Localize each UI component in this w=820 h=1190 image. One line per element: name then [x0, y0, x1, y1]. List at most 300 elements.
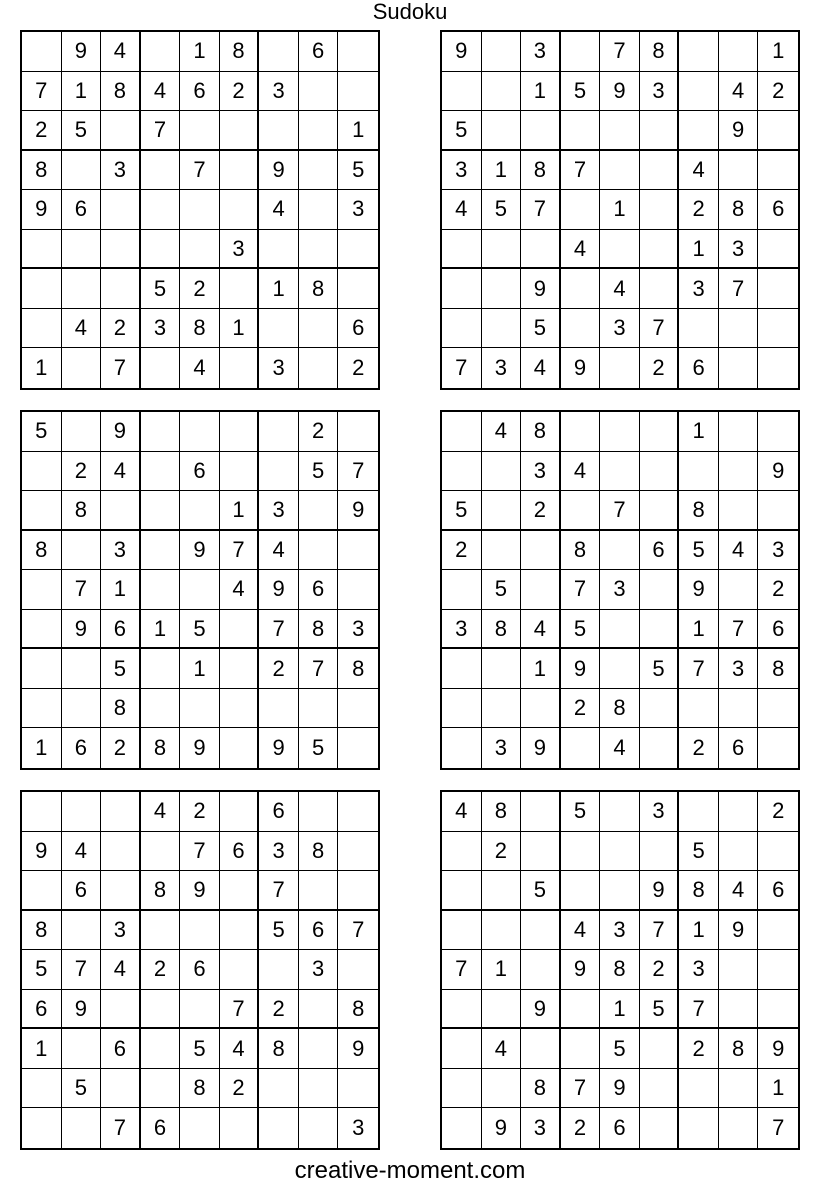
sudoku-cell: 7: [442, 950, 482, 990]
sudoku-cell: [141, 531, 181, 571]
sudoku-cell: 7: [180, 151, 220, 191]
sudoku-cell: 8: [22, 911, 62, 951]
sudoku-cell: [600, 111, 640, 151]
sudoku-cell: 7: [561, 1069, 601, 1109]
sudoku-cell: 3: [338, 610, 378, 650]
sudoku-cell: 5: [180, 1029, 220, 1069]
sudoku-cell: 5: [62, 1069, 102, 1109]
sudoku-cell: 9: [679, 570, 719, 610]
sudoku-cell: [442, 412, 482, 452]
sudoku-cell: [220, 649, 260, 689]
sudoku-cell: 9: [640, 871, 680, 911]
sudoku-cell: 6: [62, 728, 102, 768]
sudoku-cell: 3: [482, 348, 522, 388]
sudoku-cell: [259, 950, 299, 990]
sudoku-cell: 8: [101, 689, 141, 729]
sudoku-cell: [758, 689, 798, 729]
sudoku-cell: 6: [22, 990, 62, 1030]
sudoku-cell: [62, 230, 102, 270]
sudoku-cell: 2: [259, 649, 299, 689]
sudoku-cell: 4: [679, 151, 719, 191]
sudoku-cell: [101, 1069, 141, 1109]
sudoku-cell: [338, 230, 378, 270]
sudoku-cell: 6: [600, 1108, 640, 1148]
sudoku-cell: [521, 792, 561, 832]
sudoku-cell: 2: [180, 792, 220, 832]
sudoku-cell: 9: [600, 72, 640, 112]
sudoku-cell: [600, 832, 640, 872]
sudoku-cell: 8: [220, 32, 260, 72]
sudoku-cell: 5: [141, 269, 181, 309]
sudoku-cell: [299, 1108, 339, 1148]
sudoku-cell: [482, 649, 522, 689]
sudoku-cell: 7: [772, 1115, 785, 1141]
sudoku-cell: 1: [521, 649, 561, 689]
sudoku-cell: [220, 151, 260, 191]
sudoku-cell: 1: [521, 72, 561, 112]
sudoku-cell: [521, 950, 561, 990]
sudoku-cell: [299, 871, 339, 911]
sudoku-cell: [259, 1108, 299, 1148]
sudoku-cell: [561, 309, 601, 349]
sudoku-cell: [101, 871, 141, 911]
sudoku-cell: [101, 792, 141, 832]
sudoku-cell: [482, 111, 522, 151]
sudoku-cell: 7: [600, 491, 640, 531]
sudoku-cell: [338, 689, 378, 729]
sudoku-cell: [521, 570, 561, 610]
sudoku-cell: 5: [561, 610, 601, 650]
sudoku-cell: 6: [679, 348, 719, 388]
sudoku-cell: 2: [640, 950, 680, 990]
sudoku-cell: 7: [640, 309, 680, 349]
sudoku-cell: [299, 348, 339, 388]
sudoku-cell: [442, 570, 482, 610]
sudoku-cell: 8: [141, 728, 181, 768]
sudoku-cell: [22, 649, 62, 689]
sudoku-cell: 5: [259, 911, 299, 951]
sudoku-cell: 8: [600, 689, 640, 729]
sudoku-cell: 5: [482, 190, 522, 230]
sudoku-cell: 7: [101, 348, 141, 388]
sudoku-cell: 8: [600, 950, 640, 990]
sudoku-cell: [62, 792, 102, 832]
sudoku-cell: 4: [719, 72, 759, 112]
sudoku-cell: [338, 871, 378, 911]
sudoku-cell: 9: [62, 990, 102, 1030]
sudoku-cell: 6: [180, 72, 220, 112]
sudoku-cell: 3: [640, 792, 680, 832]
sudoku-cell: [62, 1029, 102, 1069]
sudoku-cell: [482, 452, 522, 492]
sudoku-cell: 7: [101, 1108, 141, 1148]
sudoku-cell: 3: [220, 230, 260, 270]
sudoku-cell: [442, 1069, 482, 1109]
sudoku-cell: [679, 1069, 719, 1109]
sudoku-cell: 5: [679, 531, 719, 571]
sudoku-cell: [338, 728, 378, 768]
sudoku-cell: [640, 1069, 680, 1109]
sudoku-puzzle-4: [440, 410, 800, 770]
sudoku-cell: 2: [758, 570, 798, 610]
sudoku-cell: 6: [758, 871, 798, 911]
sudoku-cell: 3: [600, 309, 640, 349]
sudoku-cell: [299, 72, 339, 112]
sudoku-cell: 1: [758, 1069, 798, 1109]
sudoku-cell: 7: [220, 531, 260, 571]
sudoku-cell: [482, 269, 522, 309]
sudoku-cell: 1: [338, 111, 378, 151]
sudoku-cell: 8: [338, 990, 378, 1030]
sudoku-cell: [141, 649, 181, 689]
sudoku-cell: [640, 570, 680, 610]
sudoku-cell: 5: [22, 950, 62, 990]
sudoku-cell: [259, 111, 299, 151]
sudoku-cell: 9: [22, 832, 62, 872]
sudoku-cell: 2: [220, 1069, 260, 1109]
sudoku-cell: [62, 689, 102, 729]
sudoku-cell: [141, 151, 181, 191]
sudoku-cell: [521, 1029, 561, 1069]
sudoku-cell: 5: [442, 491, 482, 531]
sudoku-cell: [600, 151, 640, 191]
sudoku-cell: 5: [640, 649, 680, 689]
sudoku-cell: 1: [679, 610, 719, 650]
sudoku-cell: 6: [758, 610, 798, 650]
sudoku-cell: 3: [141, 309, 181, 349]
sudoku-cell: 7: [679, 649, 719, 689]
sudoku-cell: 2: [352, 355, 365, 381]
sudoku-cell: [679, 111, 719, 151]
sudoku-cell: [220, 911, 260, 951]
sudoku-cell: [101, 832, 141, 872]
sudoku-cell: [299, 1029, 339, 1069]
sudoku-cell: 8: [679, 491, 719, 531]
sudoku-cell: [758, 269, 798, 309]
sudoku-cell: 6: [259, 792, 299, 832]
sudoku-cell: 6: [299, 32, 339, 72]
sudoku-cell: [22, 610, 62, 650]
sudoku-cell: 3: [442, 610, 482, 650]
sudoku-cell: 3: [521, 1108, 561, 1148]
sudoku-cell: [719, 452, 759, 492]
sudoku-cell: [442, 309, 482, 349]
sudoku-cell: 6: [640, 531, 680, 571]
sudoku-cell: [482, 1069, 522, 1109]
sudoku-cell: [482, 689, 522, 729]
sudoku-cell: 8: [719, 1029, 759, 1069]
sudoku-cell: [220, 111, 260, 151]
sudoku-cell: [600, 348, 640, 388]
sudoku-cell: 4: [141, 72, 181, 112]
sudoku-cell: [561, 269, 601, 309]
sudoku-cell: [338, 832, 378, 872]
sudoku-cell: [22, 230, 62, 270]
sudoku-cell: 8: [338, 649, 378, 689]
sudoku-cell: 7: [600, 32, 640, 72]
sudoku-cell: [640, 610, 680, 650]
sudoku-cell: [338, 32, 378, 72]
sudoku-cell: 2: [521, 491, 561, 531]
sudoku-cell: 1: [600, 190, 640, 230]
sudoku-cell: 1: [679, 230, 719, 270]
sudoku-cell: [640, 728, 680, 768]
sudoku-cell: 9: [561, 950, 601, 990]
sudoku-cell: 9: [259, 570, 299, 610]
sudoku-cell: [220, 1108, 260, 1148]
sudoku-cell: [299, 990, 339, 1030]
sudoku-cell: [299, 689, 339, 729]
sudoku-cell: 7: [141, 111, 181, 151]
sudoku-cell: 1: [180, 32, 220, 72]
sudoku-cell: 9: [600, 1069, 640, 1109]
sudoku-cell: [482, 32, 522, 72]
sudoku-cell: [719, 309, 759, 349]
sudoku-cell: 5: [22, 412, 62, 452]
sudoku-cell: [259, 689, 299, 729]
sudoku-cell: [180, 111, 220, 151]
sudoku-cell: 2: [299, 412, 339, 452]
sudoku-cell: 3: [679, 269, 719, 309]
sudoku-cell: 1: [600, 990, 640, 1030]
sudoku-cell: 7: [719, 269, 759, 309]
sudoku-cell: [259, 230, 299, 270]
sudoku-cell: [442, 990, 482, 1030]
sudoku-cell: [442, 649, 482, 689]
sudoku-cell: [640, 412, 680, 452]
sudoku-cell: [758, 990, 798, 1030]
sudoku-cell: 1: [62, 72, 102, 112]
sudoku-cell: 3: [640, 72, 680, 112]
sudoku-cell: 2: [22, 111, 62, 151]
sudoku-cell: [101, 990, 141, 1030]
sudoku-cell: 1: [220, 491, 260, 531]
sudoku-cell: 4: [719, 871, 759, 911]
sudoku-cell: [338, 570, 378, 610]
sudoku-cell: [22, 1108, 62, 1148]
sudoku-cell: 6: [101, 610, 141, 650]
sudoku-cell: [180, 911, 220, 951]
sudoku-cell: [719, 1069, 759, 1109]
sudoku-cell: 2: [679, 728, 719, 768]
sudoku-cell: 8: [482, 610, 522, 650]
sudoku-cell: 3: [600, 570, 640, 610]
sudoku-cell: 9: [521, 269, 561, 309]
sudoku-cell: [719, 990, 759, 1030]
page-title: Sudoku: [372, 0, 448, 24]
sudoku-cell: [640, 452, 680, 492]
sudoku-cell: [22, 269, 62, 309]
sudoku-cell: [101, 491, 141, 531]
sudoku-cell: 7: [259, 610, 299, 650]
sudoku-puzzle-1: [20, 30, 380, 390]
sudoku-cell: 2: [758, 792, 798, 832]
sudoku-cell: [180, 570, 220, 610]
sudoku-cell: [299, 491, 339, 531]
sudoku-cell: 3: [259, 832, 299, 872]
sudoku-cell: 7: [679, 990, 719, 1030]
sudoku-cell: [719, 348, 759, 388]
sudoku-cell: [299, 309, 339, 349]
sudoku-cell: 7: [338, 452, 378, 492]
sudoku-cell: 8: [101, 72, 141, 112]
sudoku-cell: [220, 689, 260, 729]
sudoku-cell: [180, 412, 220, 452]
sudoku-cell: 7: [521, 190, 561, 230]
sudoku-cell: 1: [259, 269, 299, 309]
sudoku-cell: 9: [62, 610, 102, 650]
sudoku-cell: [259, 412, 299, 452]
sudoku-cell: [338, 950, 378, 990]
sudoku-cell: 4: [482, 1029, 522, 1069]
sudoku-cell: [141, 1029, 181, 1069]
sudoku-cell: [561, 412, 601, 452]
sudoku-cell: 1: [482, 950, 522, 990]
sudoku-cell: 3: [259, 348, 299, 388]
sudoku-cell: [442, 871, 482, 911]
sudoku-cell: [442, 452, 482, 492]
sudoku-cell: 2: [442, 531, 482, 571]
sudoku-cell: [719, 412, 759, 452]
sudoku-cell: 4: [561, 911, 601, 951]
sudoku-cell: [679, 309, 719, 349]
sudoku-cell: [220, 452, 260, 492]
sudoku-cell: [442, 72, 482, 112]
sudoku-cell: [299, 230, 339, 270]
sudoku-cell: 2: [101, 728, 141, 768]
sudoku-cell: [719, 1108, 759, 1148]
sudoku-cell: [640, 689, 680, 729]
sudoku-cell: [220, 269, 260, 309]
sudoku-cell: [758, 151, 798, 191]
sudoku-cell: [758, 728, 798, 768]
sudoku-cell: 4: [442, 792, 482, 832]
sudoku-cell: [141, 452, 181, 492]
sudoku-cell: [600, 531, 640, 571]
sudoku-cell: [482, 990, 522, 1030]
sudoku-cell: [679, 792, 719, 832]
sudoku-cell: 4: [600, 728, 640, 768]
sudoku-cell: 3: [758, 531, 798, 571]
sudoku-cell: 8: [180, 309, 220, 349]
sudoku-cell: [561, 871, 601, 911]
sudoku-cell: [101, 269, 141, 309]
sudoku-cell: [640, 269, 680, 309]
sudoku-cell: 9: [561, 348, 601, 388]
sudoku-cell: [141, 990, 181, 1030]
sudoku-cell: [141, 230, 181, 270]
sudoku-cell: 3: [600, 911, 640, 951]
sudoku-cell: 7: [640, 911, 680, 951]
sudoku-cell: [338, 412, 378, 452]
sudoku-cell: 8: [22, 151, 62, 191]
sudoku-cell: [299, 111, 339, 151]
sudoku-cell: [442, 1108, 482, 1148]
sudoku-cell: 4: [220, 1029, 260, 1069]
sudoku-cell: 4: [259, 190, 299, 230]
sudoku-cell: 6: [299, 570, 339, 610]
sudoku-cell: [521, 689, 561, 729]
sudoku-cell: [482, 230, 522, 270]
sudoku-cell: 8: [482, 792, 522, 832]
sudoku-cell: [442, 689, 482, 729]
sudoku-cell: [141, 190, 181, 230]
sudoku-cell: [180, 689, 220, 729]
sudoku-cell: [640, 230, 680, 270]
sudoku-cell: [62, 649, 102, 689]
sudoku-cell: [62, 531, 102, 571]
sudoku-cell: 3: [521, 452, 561, 492]
sudoku-cell: 7: [62, 570, 102, 610]
sudoku-cell: [220, 950, 260, 990]
sudoku-cell: [220, 190, 260, 230]
sudoku-cell: [141, 570, 181, 610]
sudoku-puzzle-5: [20, 790, 380, 1150]
sudoku-cell: [220, 871, 260, 911]
sudoku-cell: [442, 1029, 482, 1069]
sudoku-cell: [62, 1108, 102, 1148]
sudoku-cell: [141, 689, 181, 729]
sudoku-cell: 4: [561, 230, 601, 270]
sudoku-cell: 3: [101, 911, 141, 951]
sudoku-cell: 6: [719, 728, 759, 768]
sudoku-cell: 8: [521, 151, 561, 191]
sudoku-cell: [640, 491, 680, 531]
sudoku-cell: [101, 230, 141, 270]
sudoku-cell: 2: [220, 72, 260, 112]
sudoku-cell: [719, 950, 759, 990]
sudoku-cell: 2: [679, 1029, 719, 1069]
sudoku-cell: 4: [141, 792, 181, 832]
sudoku-cell: [141, 911, 181, 951]
sudoku-cell: 7: [561, 570, 601, 610]
sudoku-cell: [482, 491, 522, 531]
sudoku-cell: 1: [22, 1029, 62, 1069]
sudoku-cell: [640, 1108, 680, 1148]
sudoku-cell: [22, 689, 62, 729]
sudoku-cell: [561, 32, 601, 72]
sudoku-cell: 3: [338, 190, 378, 230]
sudoku-cell: 6: [220, 832, 260, 872]
sudoku-cell: [180, 491, 220, 531]
sudoku-cell: [600, 792, 640, 832]
sudoku-cell: 5: [299, 728, 339, 768]
sudoku-cell: [442, 230, 482, 270]
sudoku-cell: 3: [679, 950, 719, 990]
sudoku-puzzle-2: [440, 30, 800, 390]
sudoku-cell: 7: [220, 990, 260, 1030]
sudoku-cell: 8: [259, 1029, 299, 1069]
sudoku-cell: [141, 1069, 181, 1109]
sudoku-cell: 7: [22, 72, 62, 112]
sudoku-cell: 4: [482, 412, 522, 452]
sudoku-cell: [758, 111, 798, 151]
sudoku-cell: 6: [180, 950, 220, 990]
sudoku-cell: 2: [101, 309, 141, 349]
sudoku-cell: 9: [259, 728, 299, 768]
sudoku-cell: 8: [719, 190, 759, 230]
sudoku-cell: [758, 911, 798, 951]
sudoku-cell: 5: [521, 871, 561, 911]
sudoku-cell: [600, 649, 640, 689]
sudoku-cell: [141, 832, 181, 872]
sudoku-cell: [101, 190, 141, 230]
sudoku-cell: [101, 111, 141, 151]
sudoku-cell: 6: [180, 452, 220, 492]
sudoku-cell: [719, 570, 759, 610]
sudoku-cell: [62, 412, 102, 452]
sudoku-cell: 8: [22, 531, 62, 571]
